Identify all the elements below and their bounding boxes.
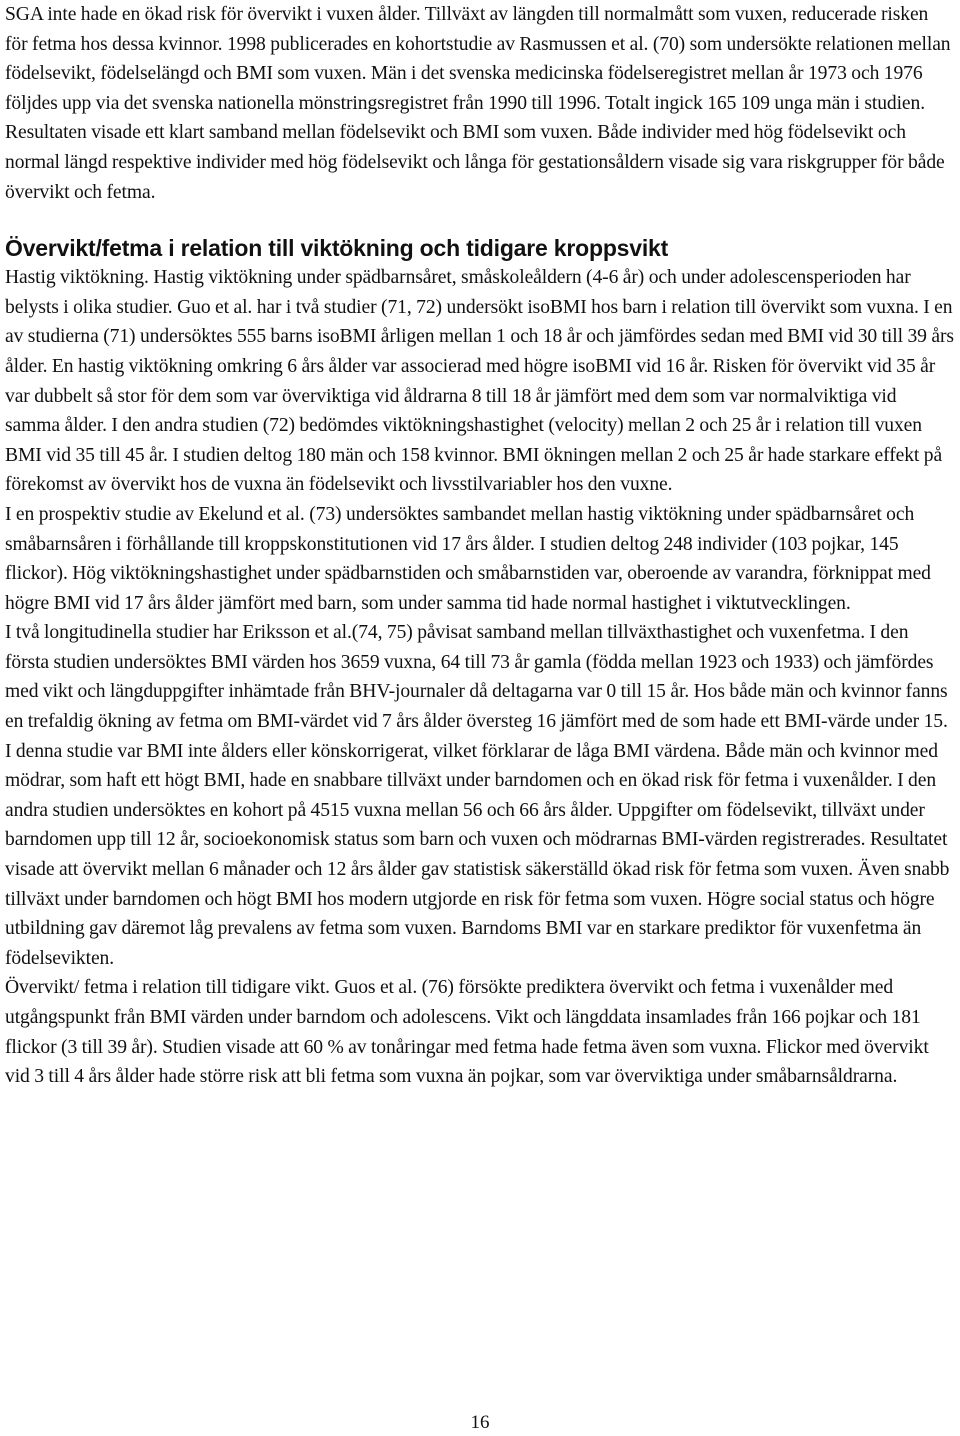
paragraph-ekelund-study: I en prospektiv studie av Ekelund et al. (73) undersöktes sambandet mellan hastig viktökning under spädbarnsåret och småbarnsåren i förhållande till kroppskonstitutionen vid 17 års ålder. I studien deltog 248 individer (103 pojkar, 145 flickor). Hög viktökningshastighet under spädbarnstiden och småbarnstiden var, oberoende av varandra, förknippat med högre BMI vid 17 års ålder jämfört med barn, som under samma tid hade normal hastighet i viktutvecklingen. xyxy=(5,503,931,614)
paragraph-guo-prediction: Övervikt/ fetma i relation till tidigare vikt. Guos et al. (76) försökte prediktera övervikt och fetma i vuxenålder med utgångspunkt från BMI värden under barndom och adolescens. Vikt och längddata insamlades från 166 pojkar och 181 flickor (3 till 39 år). Studien visade att 60 % av tonåringar med fetma hade fetma även som vuxna. Flickor med övervikt vid 3 till 4 års ålder hade större risk att bli fetma som vuxna än pojkar, som var överviktiga under småbarnsåldrarna. xyxy=(5,977,929,1088)
page-number: 16 xyxy=(470,1412,490,1433)
document-page xyxy=(5,0,955,1092)
paragraph-intro: SGA inte hade en ökad risk för övervikt i vuxen ålder. Tillväxt av längden till normalmått som vuxen, reducerade risken för fetma hos dessa kvinnor. 1998 publicerades en kohortstudie av Rasmussen et al. (70) som undersökte relationen mellan födelsevikt, födelselängd och BMI som vuxen. Män i det svenska medicinska födelseregistret mellan år 1973 och 1976 följdes upp via det svenska nationella mönstringsregistret från 1990 till 1996. Totalt ingick 165 109 unga män i studien. Resultaten visade ett klart samband mellan födelsevikt och BMI som vuxen. Både individer med hög födelsevikt och normal längd respektive individer med hög födelsevikt och långa för gestationsåldern visade sig vara riskgrupper för både övervikt och fetma. xyxy=(5,4,951,203)
paragraph-rapid-weight-gain: Hastig viktökning. Hastig viktökning under spädbarnsåret, småskoleåldern (4-6 år) och under adolescensperioden har belysts i olika studier. Guo et al. har i två studier (71, 72) undersökt isoBMI hos barn i relation till övervikt som vuxna. I en av studierna (71) undersöktes 555 barns isoBMI årligen mellan 1 och 18 år och jämfördes sedan med BMI vid 30 till 39 års ålder. En hastig viktökning omkring 6 års ålder var associerad med högre isoBMI vid 16 år. Risken för övervikt vid 35 år var dubbelt så stor för dem som var överviktiga vid åldrarna 8 till 18 år jämfört med dem som var normalviktiga vid samma ålder. I den andra studien (72) bedömdes viktökningshastighet (velocity) mellan 2 och 25 år i relation till vuxen BMI vid 35 till 45 år. I studien deltog 180 män och 158 kvinnor. BMI ökningen mellan 2 och 25 år hade starkare effekt på förekomst av övervikt hos de vuxna än födelsevikt och livsstilvariabler hos den vuxne. xyxy=(5,267,954,496)
section-heading: Övervikt/fetma i relation till viktökning och tidigare kroppsvikt xyxy=(5,235,669,262)
paragraph-eriksson-studies: I två longitudinella studier har Eriksson et al.(74, 75) påvisat samband mellan tillväxthastighet och vuxenfetma. I den första studien undersöktes BMI värden hos 3659 vuxna, 64 till 73 år gamla (födda mellan 1923 och 1933) och jämfördes med vikt och längduppgifter inhämtade från BHV-journaler då deltagarna var 0 till 15 år. Hos både män och kvinnor fanns en trefaldig ökning av fetma om BMI-värdet vid 7 års ålder översteg 16 jämfört med de som hade ett BMI-värde under 15. I denna studie var BMI inte ålders eller könskorrigerat, vilket förklarar de låga BMI värdena. Både män och kvinnor med mödrar, som haft ett högt BMI, hade en snabbare tillväxt under barndomen och en ökad risk för fetma i vuxenålder. I den andra studien undersöktes en kohort på 4515 vuxna mellan 56 och 66 års ålder. Uppgifter om födelsevikt, tillväxt under barndomen upp till 12 år, socioekonomisk status som barn och vuxen och mödrarnas BMI-värden registrerades. Resultatet visade att övervikt mellan 6 månader och 12 års ålder gav statistisk säkerställd ökad risk för fetma som vuxen. Även snabb tillväxt under barndomen och högt BMI hos modern utgjorde en risk för fetma som vuxen. Högre social status och högre utbildning gav däremot låg prevalens av fetma som vuxen. Barndoms BMI var en starkare prediktor för vuxenfetma än födelsevikten. xyxy=(5,622,950,969)
